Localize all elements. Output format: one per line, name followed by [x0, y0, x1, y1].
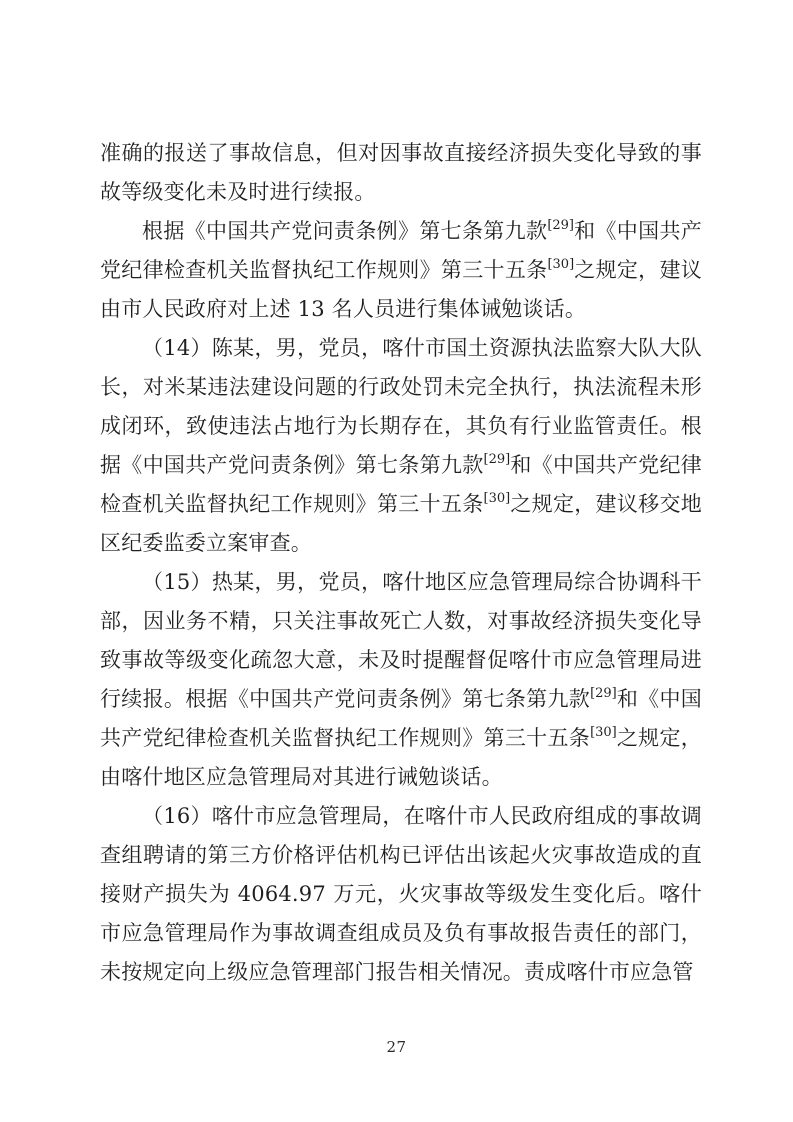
document-body	[100, 134, 702, 992]
paragraph-4: （15）热某，男，党员，喀什地区应急管理局综合协调科干部，因业务不精，只关注事故死亡人数，对事故经济损失变化导致事故等级变化疏忽大意，未及时提醒督促喀什市应急管理局进行续报。根据《中国共产党问责条例》第七条第九款[29]和《中国共产党纪律检查机关监督执纪工作规则》第三十五条[30]之规定，由喀什地区应急管理局对其进行诫勉谈话。	[100, 570, 702, 789]
paragraph-5: （16）喀什市应急管理局，在喀什市人民政府组成的事故调查组聘请的第三方价格评估机构已评估出该起火灾事故造成的直接财产损失为 4064.97 万元，火灾事故等级发生变化后。喀什市应急管理局作为事故调查组成员及负有事故报告责任的部门，未按规定向上级应急管理部门报告相关情况。责成喀什市应急管	[100, 804, 702, 984]
footnote-ref: [30]	[547, 257, 575, 272]
footnote-ref: [30]	[590, 725, 617, 740]
paragraph-3: （14）陈某，男，党员，喀什市国土资源执法监察大队大队长，对米某违法建设问题的行政处罚未完全执行，执法流程未形成闭环，致使违法占地行为长期存在，其负有行业监管责任。根据《中国共产党问责条例》第七条第九款[29]和《中国共产党纪律检查机关监督执纪工作规则》第三十五条[30]之规定，建议移交地区纪委监委立案审查。	[100, 336, 702, 555]
page-number: 27	[386, 1038, 407, 1056]
footnote-ref: [29]	[547, 218, 574, 233]
paragraph-2: 根据《中国共产党问责条例》第七条第九款[29]和《中国共产党纪律检查机关监督执纪工作规则》第三十五条[30]之规定，建议由市人民政府对上述 13 名人员进行集体诫勉谈话。	[100, 218, 703, 321]
footnote-ref: [30]	[483, 491, 511, 506]
footnote-ref: [29]	[483, 452, 511, 467]
footnote-ref: [29]	[590, 686, 617, 701]
paragraph-1: 准确的报送了事故信息，但对因事故直接经济损失变化导致的事故等级变化未及时进行续报。	[100, 141, 702, 204]
